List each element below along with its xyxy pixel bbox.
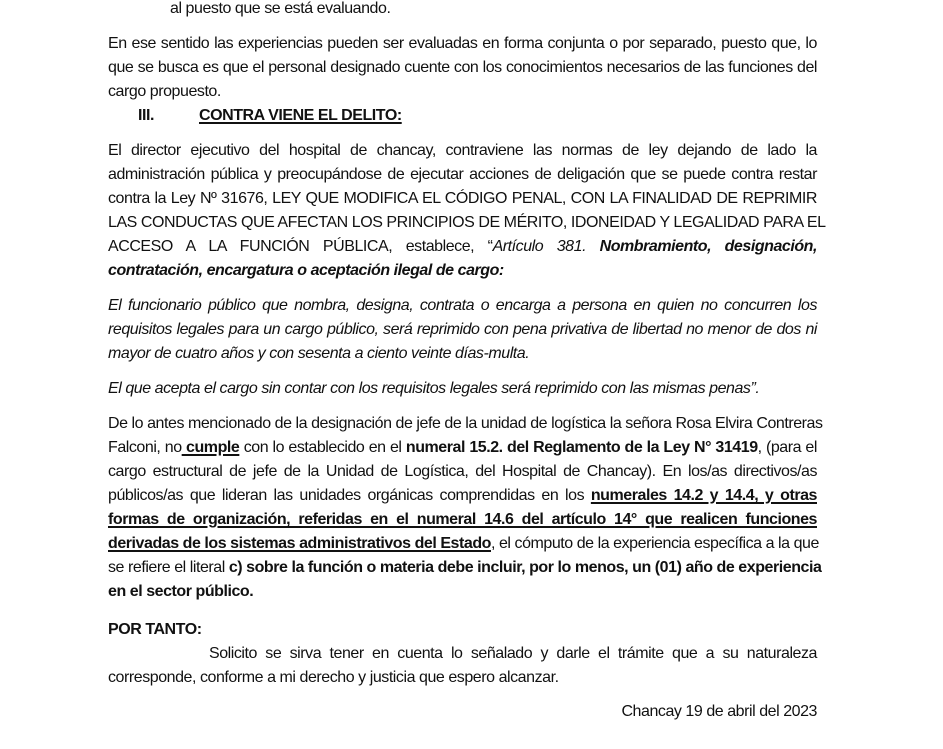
- text-segment: Falconi, no: [108, 439, 182, 456]
- paragraph-director-line-4: LAS CONDUCTAS QUE AFECTAN LOS PRINCIPIOS DE MÉRITO, IDONEIDAD Y LEGALIDAD PARA EL: [108, 214, 826, 231]
- article-title-part-2: contratación, encargatura o aceptación ilegal de cargo:: [108, 262, 504, 279]
- date-line: Chancay 19 de abril del 2023: [621, 703, 817, 720]
- reglamento-reference: numeral 15.2. del Reglamento de la Ley N° 31419: [405, 439, 758, 456]
- article-quote-last: El que acepta el cargo sin contar con los requisitos legales será reprimido con las mismas penas”.: [108, 380, 760, 397]
- law-reference-text: ACCESO A LA FUNCIÓN PÚBLICA, establece, “: [108, 238, 493, 255]
- section-number: III.: [138, 107, 154, 124]
- paragraph-director-line-1: El director ejecutivo del hospital de chancay, contraviene las normas de ley dejando de lado la: [108, 142, 817, 159]
- article-quote-line-2: requisitos legales para un cargo público, será reprimido con pena privativa de libertad no menor de dos ni: [108, 321, 817, 338]
- text-segment: , el cómputo de la experiencia específica a la que: [490, 535, 819, 552]
- text-segment: públicos/as que lideran las unidades orgánicas comprendidas en los: [108, 487, 591, 504]
- paragraph-designacion-line-8: en el sector público.: [108, 583, 254, 600]
- article-number-text: Artículo 381.: [492, 238, 600, 255]
- sistemas-administrativos-reference: derivadas de los sistemas administrativos del Estado: [108, 535, 491, 552]
- text-segment: se refiere el literal: [108, 559, 229, 576]
- paragraph-sentido-line-1: En ese sentido las experiencias pueden ser evaluadas en forma conjunta o por separado, puesto que, lo: [108, 35, 817, 52]
- paragraph-designacion-line-4: [108, 484, 817, 508]
- por-tanto-line-1: Solicito se sirva tener en cuenta lo señalado y darle el trámite que a su naturaleza: [209, 645, 817, 662]
- text-segment: con lo establecido en el: [239, 439, 406, 456]
- por-tanto-heading: POR TANTO:: [108, 621, 202, 638]
- text-segment: , (para el: [757, 439, 817, 456]
- paragraph-designacion-line-6: [108, 532, 817, 556]
- paragraph-director-line-5: [108, 235, 817, 259]
- por-tanto-line-2: corresponde, conforme a mi derecho y justicia que espero alcanzar.: [108, 669, 559, 686]
- cumple-emphasis: cumple: [181, 439, 240, 456]
- paragraph-designacion-line-2: [108, 436, 817, 460]
- article-quote-line-1: El funcionario público que nombra, designa, contrata o encarga a persona en quien no concurren los: [108, 297, 817, 314]
- paragraph-designacion-line-1: De lo antes mencionado de la designación de jefe de la unidad de logística la señora Rosa Elvira Contreras: [108, 415, 823, 432]
- paragraph-director-line-2: administración pública y preocupándose de ejecutar acciones de deligación que se puede contra restar: [108, 166, 817, 183]
- section-title: CONTRA VIENE EL DELITO:: [199, 107, 402, 124]
- paragraph-designacion-line-7: [108, 556, 822, 580]
- intro-continuation-text: al puesto que se está evaluando.: [170, 0, 391, 17]
- literal-c-requirement: c) sobre la función o materia debe incluir, por lo menos, un (01) año de experiencia: [228, 559, 822, 576]
- paragraph-sentido-line-3: cargo propuesto.: [108, 83, 221, 100]
- numerales-reference: numerales 14.2 y 14.4, y otras: [590, 487, 817, 504]
- paragraph-sentido-line-2: que se busca es que el personal designado cuente con los conocimientos necesarios de las funciones del: [108, 59, 817, 76]
- article-quote-line-3: mayor de cuatro años y con sesenta a ciento veinte días-multa.: [108, 345, 530, 362]
- article-title-part-1: Nombramiento, designación,: [599, 238, 817, 255]
- paragraph-designacion-line-5: formas de organización, referidas en el numeral 14.6 del artículo 14° que realicen funciones: [108, 511, 817, 528]
- paragraph-designacion-line-3: cargo estructural de jefe de la Unidad de Logística, del Hospital de Chancay). En los/as directivos/as: [108, 463, 817, 480]
- paragraph-director-line-3: contra la Ley Nº 31676, LEY QUE MODIFICA EL CÓDIGO PENAL, CON LA FINALIDAD DE REPRIMIR: [108, 190, 817, 207]
